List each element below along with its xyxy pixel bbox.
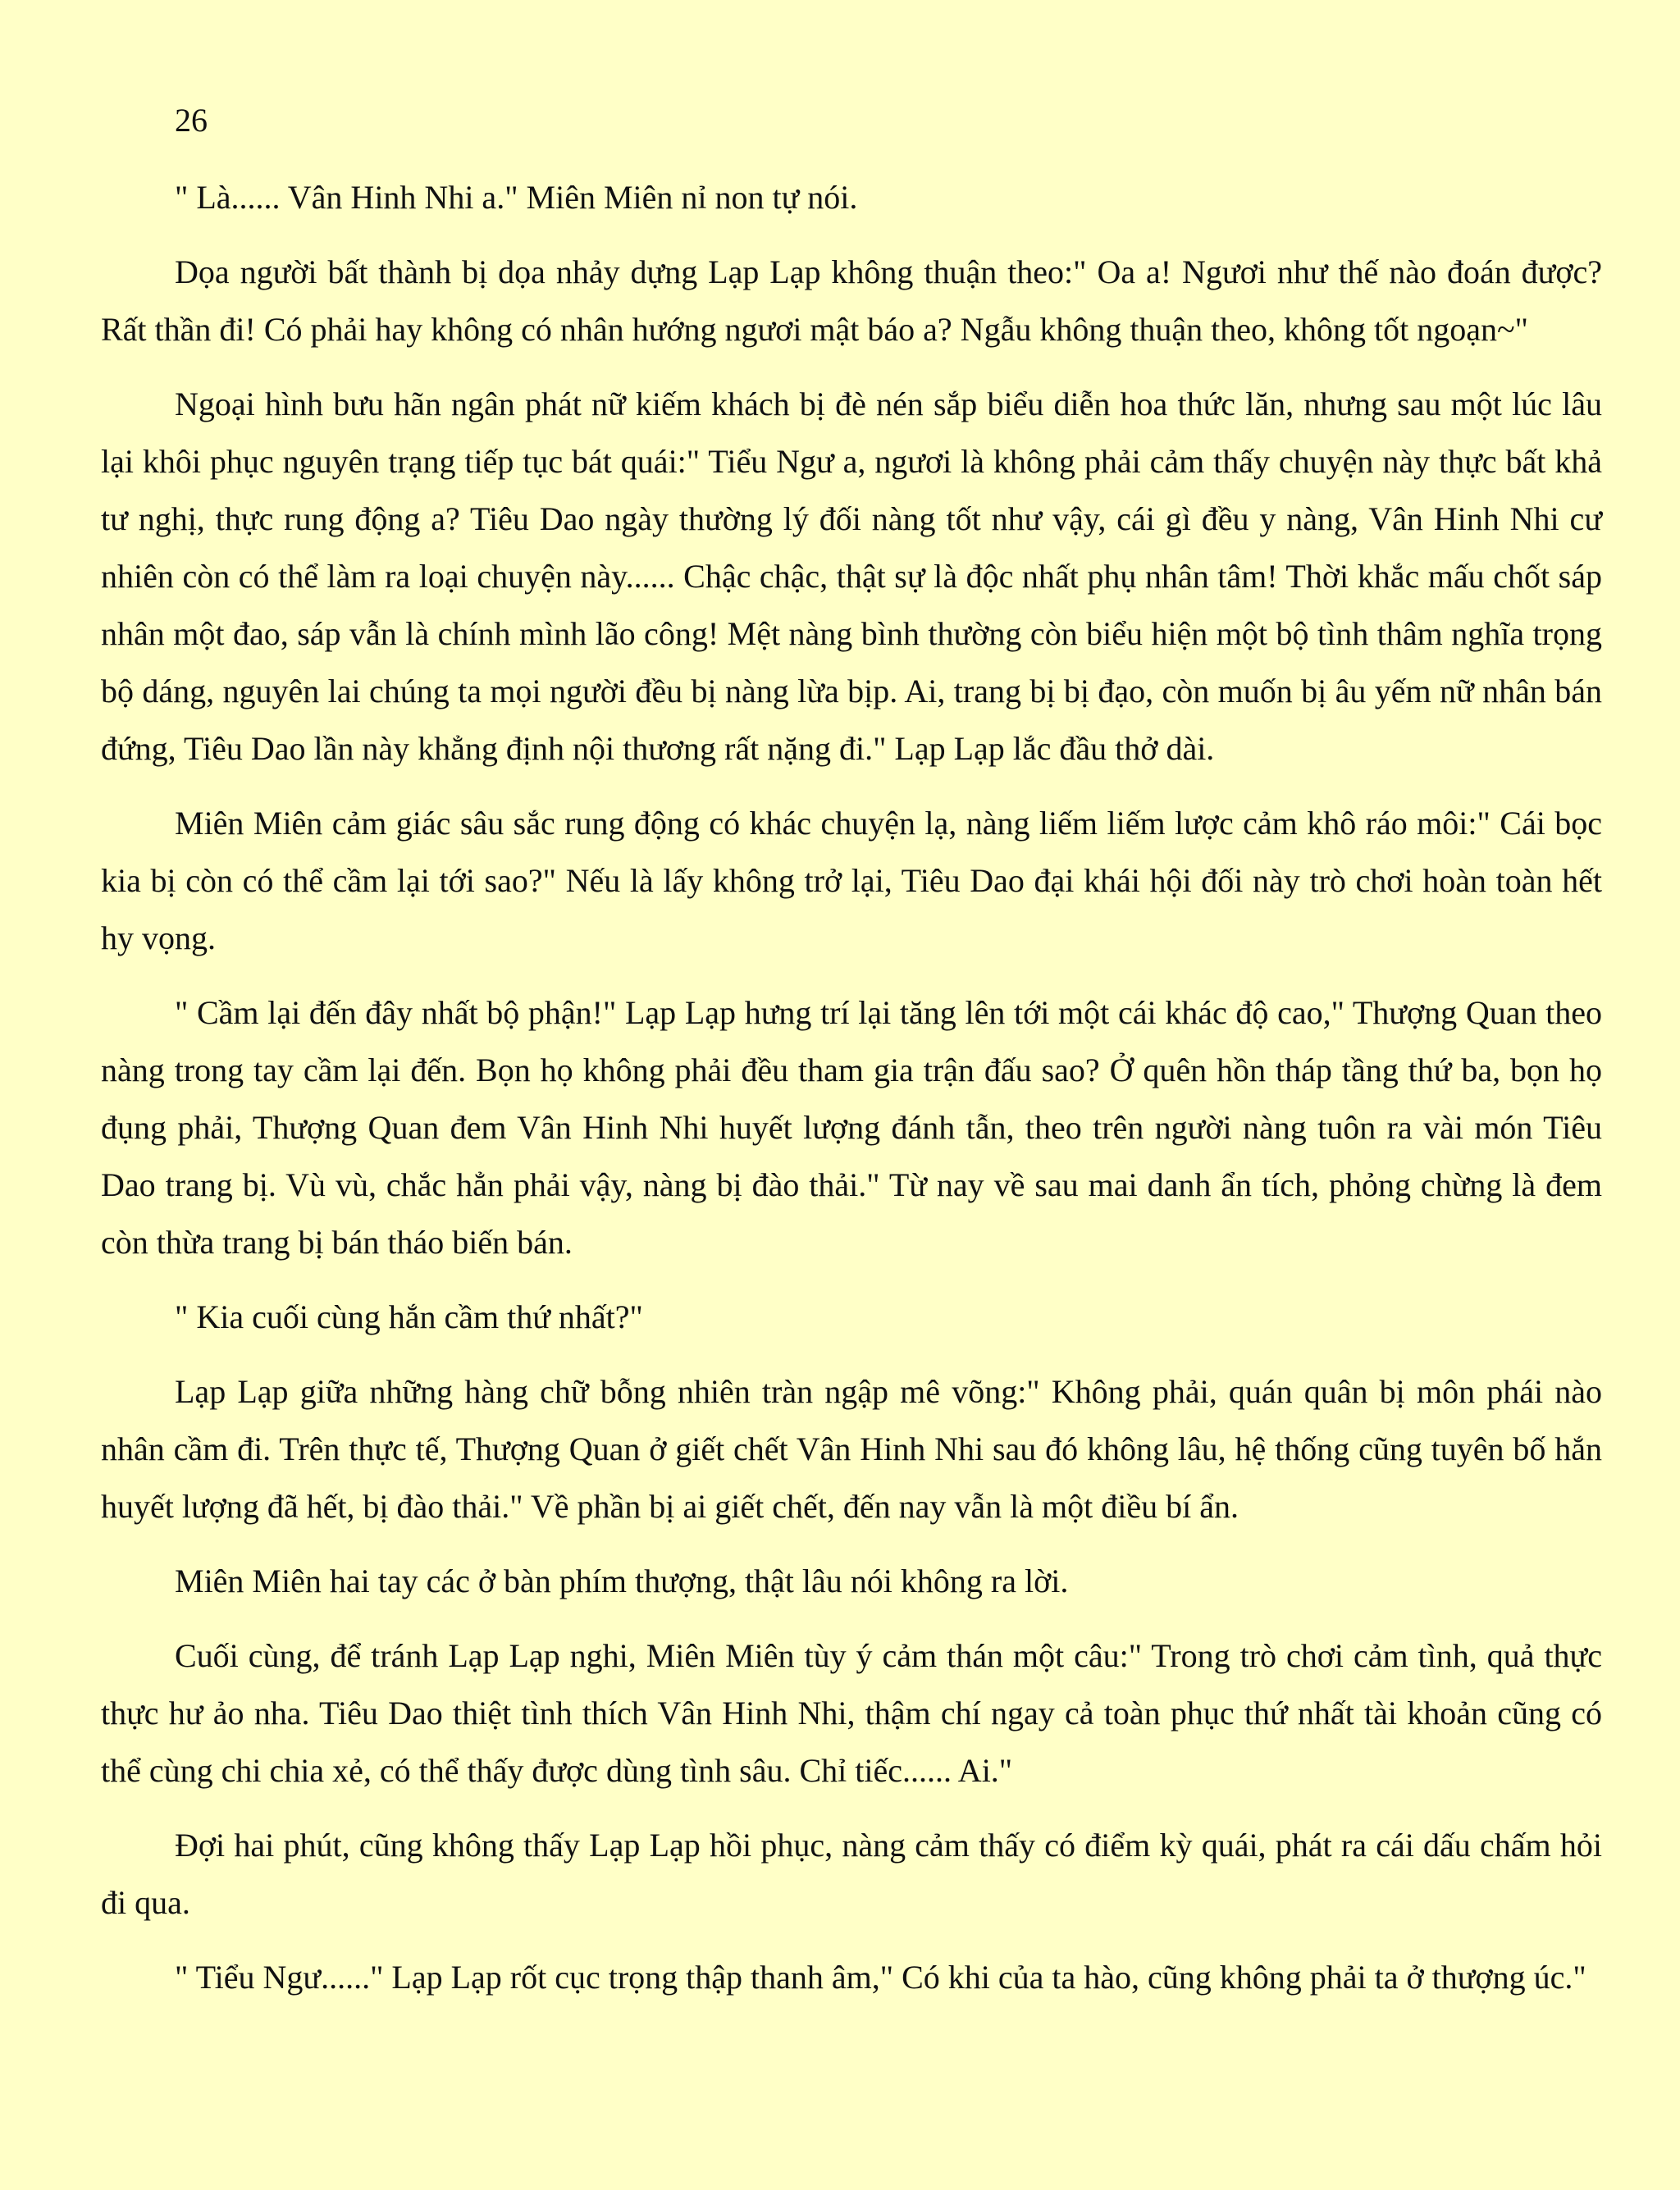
paragraph: Lạp Lạp giữa những hàng chữ bỗng nhiên tràn ngập mê võng:" Không phải, quán quân bị môn phái nào nhân cầm đi. Trên thực tế, Thượng Quan ở giết chết Vân Hinh Nhi sau đó không lâu, hệ thống cũng tuyên bố hắn huyết lượng đã hết, bị đào thải." Về phần bị ai giết chết, đến nay vẫn là một điều bí ẩn.: [101, 1373, 1602, 1525]
paragraph: Dọa người bất thành bị dọa nhảy dựng Lạp Lạp không thuận theo:" Oa a! Ngươi như thế nào đoán được? Rất thần đi! Có phải hay không có nhân hướng ngươi mật báo a? Ngẫu không thuận theo, không tốt ngoạn~": [101, 253, 1602, 348]
paragraph: Miên Miên hai tay các ở bàn phím thượng, thật lâu nói không ra lời.: [175, 1563, 1069, 1599]
paragraph: " Là...... Vân Hinh Nhi a." Miên Miên nỉ non tự nói.: [175, 179, 858, 216]
paragraph: Miên Miên cảm giác sâu sắc rung động có khác chuyện lạ, nàng liếm liếm lược cảm khô ráo môi:" Cái bọc kia bị còn có thể cầm lại tới sao?" Nếu là lấy không trở lại, Tiêu Dao đại khái hội đối này trò chơi hoàn toàn hết hy vọng.: [101, 805, 1602, 956]
paragraph: " Kia cuối cùng hắn cầm thứ nhất?": [175, 1298, 643, 1335]
paragraph: Ngoại hình bưu hãn ngân phát nữ kiếm khách bị đè nén sắp biểu diễn hoa thức lăn, nhưng sau một lúc lâu lại khôi phục nguyên trạng tiếp tục bát quái:" Tiểu Ngư a, ngươi là không phải cảm thấy chuyện này thực bất khả tư nghị, thực rung động a? Tiêu Dao ngày thường lý đối nàng tốt như vậy, cái gì đều y nàng, Vân Hinh Nhi cư nhiên còn có thể làm ra loại chuyện này...... Chậc chậc, thật sự là độc nhất phụ nhân tâm! Thời khắc mấu chốt sáp nhân một đao, sáp vẫn là chính mình lão công! Mệt nàng bình thường còn biểu hiện một bộ tình thâm nghĩa trọng bộ dáng, nguyên lai chúng ta mọi người đều bị nàng lừa bịp. Ai, trang bị bị đạo, còn muốn bị âu yếm nữ nhân bán đứng, Tiêu Dao lần này khẳng định nội thương rất nặng đi." Lạp Lạp lắc đầu thở dài.: [101, 386, 1602, 767]
page-number: 26: [175, 102, 208, 139]
paragraph: Cuối cùng, để tránh Lạp Lạp nghi, Miên Miên tùy ý cảm thán một câu:" Trong trò chơi cảm tình, quả thực thực hư ảo nha. Tiêu Dao thiệt tình thích Vân Hinh Nhi, thậm chí ngay cả toàn phục thứ nhất tài khoản cũng có thể cùng chi chia xẻ, có thể thấy được dùng tình sâu. Chỉ tiếc...... Ai.": [101, 1637, 1602, 1789]
page-content: [101, 92, 1602, 2023]
paragraph: " Tiểu Ngư......" Lạp Lạp rốt cục trọng thập thanh âm," Có khi của ta hào, cũng không phải ta ở thượng úc.": [175, 1959, 1586, 1996]
paragraph: Đợi hai phút, cũng không thấy Lạp Lạp hồi phục, nàng cảm thấy có điểm kỳ quái, phát ra cái dấu chấm hỏi đi qua.: [101, 1827, 1602, 1921]
paragraph: " Cầm lại đến đây nhất bộ phận!" Lạp Lạp hưng trí lại tăng lên tới một cái khác độ cao," Thượng Quan theo nàng trong tay cầm lại đến. Bọn họ không phải đều tham gia trận đấu sao? Ở quên hồn tháp tầng thứ ba, bọn họ đụng phải, Thượng Quan đem Vân Hinh Nhi huyết lượng đánh tẫn, theo trên người nàng tuôn ra vài món Tiêu Dao trang bị. Vù vù, chắc hẳn phải vậy, nàng bị đào thải." Từ nay về sau mai danh ẩn tích, phỏng chừng là đem còn thừa trang bị bán tháo biến bán.: [101, 994, 1602, 1261]
